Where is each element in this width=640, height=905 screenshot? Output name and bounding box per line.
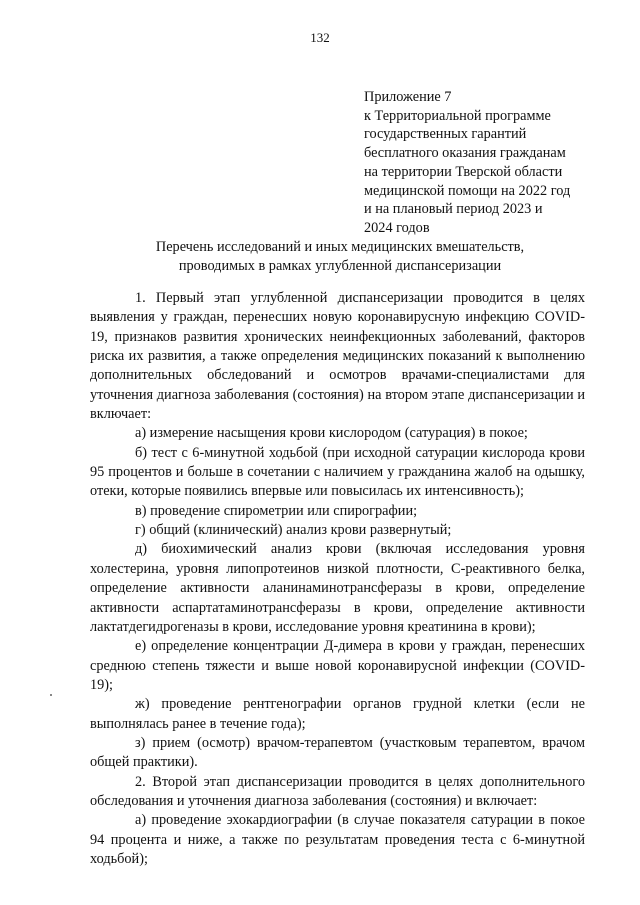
appendix-line: бесплатного оказания гражданам xyxy=(364,145,566,162)
list-item-e: е) определение концентрации Д-димера в крови у граждан, перенесших среднюю степень тяжести и выше новой коронавирусной инфекции (COVID-19); xyxy=(90,638,585,693)
list-item-zh: ж) проведение рентгенографии органов грудной клетки (если не выполнялась ранее в течение года); xyxy=(90,696,585,732)
appendix-line: Приложение 7 xyxy=(364,89,452,105)
list-item-a: а) измерение насыщения крови кислородом (сатурация) в покое; xyxy=(135,425,528,442)
paragraph-second-stage: 2. Второй этап диспансеризации проводится в целях дополнительного обследования и уточнения диагноза заболевания (состояния) и включает: xyxy=(90,773,585,809)
appendix-line: медицинской помощи на 2022 год xyxy=(364,182,571,199)
list-item-b: б) тест с 6-минутной ходьбой (при исходной сатурации кислорода крови 95 процентов и больше в сочетании с наличием у гражданина жалоб на одышку, отеки, которые появились впервые или повысилась их интенсивность); xyxy=(90,444,585,500)
list-item-g: г) общий (клинический) анализ крови развернутый; xyxy=(135,522,452,539)
page-number: 132 xyxy=(310,30,330,45)
appendix-line: к Территориальной программе xyxy=(364,107,551,124)
list-item-a-second: а) проведение эхокардиографии (в случае показателя сатурации в покое 94 процента и ниже, а также по результатам проведения теста с 6-минутной ходьбой); xyxy=(90,812,585,867)
margin-mark xyxy=(50,694,52,696)
list-item-d: д) биохимический анализ крови (включая исследования уровня холестерина, уровня липопротеинов низкой плотности, С-реактивного белка, определение активности аланинаминотрансферазы в крови, определение активности аспартатаминотрансферазы в крови, определение активности лактатдегидрогеназы в крови, исследование уровня креатинина в крови); xyxy=(90,541,585,635)
list-item-v: в) проведение спирометрии или спирографии; xyxy=(135,502,418,519)
paragraph-first-stage: 1. Первый этап углубленной диспансеризации проводится в целях выявления у граждан, перенесших новую коронавирусную инфекцию COVID-19, признаков развития хронических неинфекционных заболеваний, факторов риска их развития, а также определения медицинских показаний к выполнению дополнительных обследований и осмотров врачами-специалистами для уточнения диагноза заболевания (состояния) на втором этапе диспансеризации и включает: xyxy=(90,290,585,423)
appendix-line: государственных гарантий xyxy=(364,126,527,143)
title-line: проводимых в рамках углубленной диспансеризации xyxy=(178,258,502,274)
appendix-line: на территории Тверской области xyxy=(364,163,563,180)
appendix-header xyxy=(364,88,604,238)
appendix-line: и на плановый период 2023 и xyxy=(364,201,543,218)
appendix-line: 2024 годов xyxy=(364,219,430,236)
list-item-z: з) прием (осмотр) врачом-терапевтом (участковым терапевтом, врачом общей практики). xyxy=(90,734,585,771)
title-line: Перечень исследований и иных медицинских вмешательств, xyxy=(155,239,525,255)
document-body xyxy=(90,289,585,869)
document-title xyxy=(90,238,590,276)
